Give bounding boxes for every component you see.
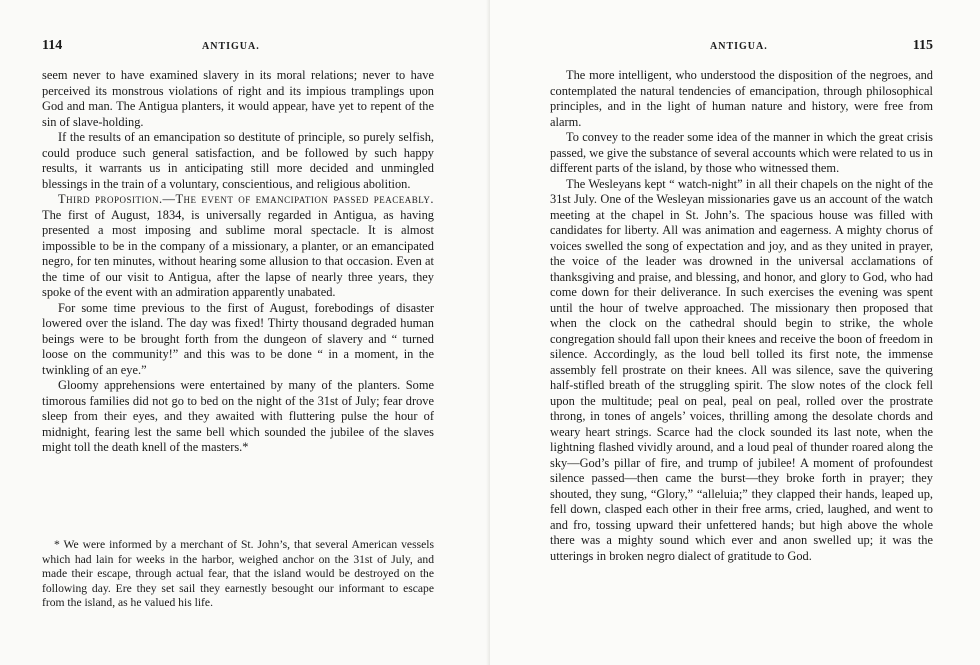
right-page-number: 115 (912, 38, 933, 53)
footnote-text: * We were informed by a merchant of St. John’s, that several American vessels which had lain for weeks in the harbor, weighed anchor on the 31st of July, and made their escape, through actual fear, that the island would be destroyed on the following day. Ere they set sail they earnestly besought our informant to escape from the island, as he valued his life. (42, 538, 434, 610)
right-paragraph: The more intelligent, who understood the disposition of the negroes, and contemplated the natural tendencies of emancipation, through philosophical principles, and in the light of human nature and history, were free from alarm. (550, 68, 933, 129)
left-running-title: ANTIGUA. (202, 41, 260, 52)
right-running-title: ANTIGUA. (710, 41, 768, 52)
left-paragraph: If the results of an emancipation so destitute of principle, so purely selfish, could produce such general satisfaction, and be followed by such happy results, it warrants us in anticipating still more decided and unmingled blessings in the train of a voluntary, conscientious, and religious abolition. (42, 130, 434, 191)
left-text-column (42, 68, 434, 456)
right-paragraph: To convey to the reader some idea of the manner in which the great crisis passed, we give the substance of several accounts which were related to us in different parts of the island, by those who witnessed them. (550, 130, 933, 175)
right-page (490, 0, 980, 665)
left-paragraph: seem never to have examined slavery in its moral relations; never to have perceived its monstrous violations of right and its impious tramplings upon God and man. The Antigua planters, it would appear, have yet to repent of the sin of slave-holding. (42, 68, 434, 129)
footnote (42, 538, 434, 611)
left-paragraph (42, 192, 434, 301)
right-text-column (550, 68, 933, 564)
proposition-heading: Third proposition.—The event of emancipation passed peaceably. (58, 192, 434, 206)
left-paragraph: For some time previous to the first of August, forebodings of disaster lowered over the island. The day was fixed! Thirty thousand degraded human beings were to be brought forth from the dungeon of slavery and “ turned loose on the community!” and this was to be done “ in a moment, in the twinkling of an eye.” (42, 300, 434, 377)
proposition-body: The first of August, 1834, is universally regarded in Antigua, as having presented a most imposing and sublime moral spectacle. It is almost impossible to be in the company of a missionary, a planter, or an emancipated negro, for ten minutes, without hearing some allusion to that occasion. Even at the time of our visit to Antigua, after the lapse of nearly three years, they spoke of the event with an admiration apparently unabated. (42, 207, 434, 299)
left-paragraph: Gloomy apprehensions were entertained by many of the planters. Some timorous families did not go to bed on the night of the 31st of July; fear drove sleep from their eyes, and they awaited with fluttering pulse the hour of midnight, fearing lest the same bell which sounded the jubilee of the slaves might toll the death knell of the masters.* (42, 378, 434, 454)
right-paragraph: The Wesleyans kept “ watch-night” in all their chapels on the night of the 31st July. One of the Wesleyan missionaries gave us an account of the watch meeting at the chapel in St. John’s. The spacious house was filled with candidates for liberty. All was animation and eagerness. A mighty chorus of voices swelled the song of expectation and joy, and as they united in prayer, the voice of the leader was drowned in the universal acclamations of thanksgiving and praise, and blessing, and honor, and glory to God, who had come down for their deliverance. In such exercises the evening was spent until the hour of twelve approached. The missionary then proposed that when the clock on the cathedral should begin to strike, the whole congregation should fall upon their knees and receive the boon of freedom in silence. Accordingly, as the loud bell tolled its first note, the immense assembly fell prostrate on their knees. All was silence, save the quivering half-stifled breath of the struggling spirit. The slow notes of the clock fell upon the multitude; peal on peal, peal on peal, rolled over the prostrate throng, in tones of angels’ voices, thrilling among the desolate chords and weary heart strings. Scarce had the clock sounded its last note, when the lightning flashed vividly around, and a loud peal of thunder roared along the sky—God’s pillar of fire, and trump of jubilee! A moment of profoundest silence passed—then came the burst—they broke forth in prayer; they shouted, they sung, “Glory,” “alleluia;” they clapped their hands, leaped up, fell down, clasped each other in their free arms, cried, laughed, and went to and fro, tossing upward their unfettered hands; but high above the whole there was a mighty sound which ever and anon swelled up; it was the utterings in broken negro dialect of gratitude to God. (550, 176, 933, 563)
left-page-number: 114 (42, 38, 63, 53)
